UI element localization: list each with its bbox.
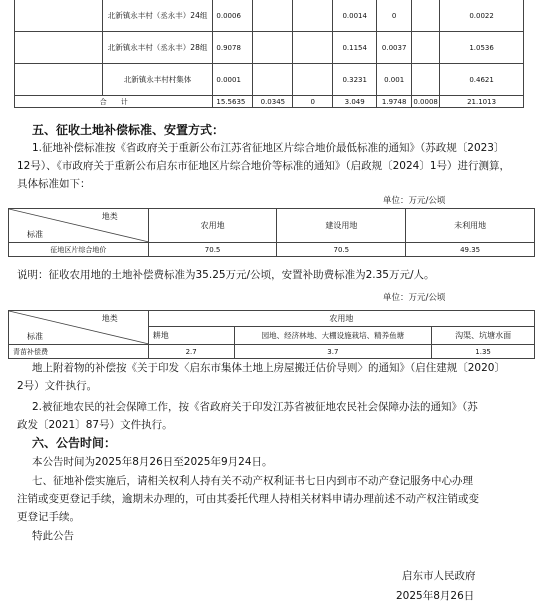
table-cell (293, 32, 333, 64)
table-cell: 0.0006 (213, 0, 253, 32)
table-cell (253, 32, 293, 64)
table-cell: 0.3231 (333, 64, 377, 96)
village-name-cell: 北新镇永丰村（丞永丰）24组 (102, 0, 213, 32)
village-name-cell: 北新镇永丰村村集体 (102, 64, 213, 96)
total-row (15, 96, 524, 108)
column-header: 农用地 (148, 209, 277, 243)
paragraph-line: 政发〔2021〕87号）文件执行。 (17, 419, 173, 431)
paragraph-line: 本公告时间为2025年8月26日至2025年9月24日。 (32, 456, 273, 468)
row-label: 青苗补偿费 (9, 345, 149, 359)
note-text: 说明：征收农用地的土地补偿费标准为35.25万元/公顷，安置补助费标准为2.35万元/人。 (17, 269, 435, 281)
table-row (15, 32, 524, 64)
table-header-row (9, 209, 535, 243)
table-cell (15, 64, 103, 96)
table-cell: 0.0001 (213, 64, 253, 96)
table-row (15, 0, 524, 32)
table-row (9, 345, 535, 359)
table-cell (15, 32, 103, 64)
issuing-authority: 启东市人民政府 (402, 570, 476, 582)
table-cell: 0.0022 (440, 0, 524, 32)
table-cell: 2.7 (148, 345, 234, 359)
table-cell (293, 0, 333, 32)
table-cell: 0.0014 (333, 0, 377, 32)
table-cell (293, 64, 333, 96)
table-cell (412, 32, 440, 64)
header-label: 标准 (27, 332, 43, 341)
paragraph-line: 具体标准如下： (17, 178, 91, 190)
table-cell: 70.5 (277, 243, 406, 257)
unit-label: 单位：万元/公顷 (383, 293, 446, 303)
table-cell (253, 64, 293, 96)
table-cell (412, 64, 440, 96)
crop-compensation-table (8, 310, 535, 359)
table-cell: 3.7 (234, 345, 432, 359)
village-name-cell: 北新镇永丰村（丞永丰）28组 (102, 32, 213, 64)
table-cell: 0.9078 (213, 32, 253, 64)
section7-line: 七、征地补偿实施后，请相关权利人持有关不动产权利证书七日内到市不动产登记服务中心办理 (32, 475, 473, 487)
land-area-table (14, 0, 524, 108)
table-cell: 3.049 (333, 96, 377, 108)
header-label: 标准 (27, 230, 43, 239)
paragraph-line: 2.被征地农民的社会保障工作，按《省政府关于印发江苏省被征地农民社会保障办法的通知》（苏 (32, 401, 478, 413)
column-header: 园地、经济林地、大棚设施栽培、精养鱼塘 (234, 327, 432, 345)
paragraph-line: 注销或变更登记手续，逾期未办理的，可由其委托代理人持相关材料申请办理前述不动产权注销或变 (17, 493, 479, 505)
issue-date: 2025年8月26日 (396, 590, 475, 602)
group-header: 农用地 (148, 311, 534, 327)
closing-text: 特此公告 (32, 530, 74, 542)
table-cell: 0.1154 (333, 32, 377, 64)
table-cell: 0.001 (377, 64, 412, 96)
table-cell: 1.0536 (440, 32, 524, 64)
table-cell: 0.0037 (377, 32, 412, 64)
header-label: 地类 (101, 314, 118, 323)
table-cell: 0.4621 (440, 64, 524, 96)
column-header: 未利用地 (406, 209, 535, 243)
paragraph-line: 更登记手续。 (17, 511, 80, 523)
table-cell: 1.9748 (377, 96, 412, 108)
table-cell: 1.35 (432, 345, 535, 359)
table-row (15, 64, 524, 96)
row-label: 征地区片综合地价 (9, 243, 149, 257)
paragraph-line: 1.征地补偿标准按《省政府关于重新公布江苏省征地区片综合地价最低标准的通知》（苏政规〔2023〕 (32, 142, 505, 154)
diagonal-header-cell (9, 209, 149, 243)
paragraph-line: 12号）、《市政府关于重新公布启东市征地区片综合地价等标准的通知》（启政规〔2024〕1号）进行测算， (17, 160, 511, 172)
table-cell: 49.35 (406, 243, 535, 257)
column-header: 建设用地 (277, 209, 406, 243)
header-label: 地类 (101, 212, 118, 221)
table-cell: 0 (293, 96, 333, 108)
column-header: 沟渠、坑塘水面 (432, 327, 535, 345)
table-cell: 0 (377, 0, 412, 32)
table-cell: 21.1013 (440, 96, 524, 108)
compensation-standard-table (8, 208, 535, 257)
table-row (9, 243, 535, 257)
unit-label: 单位：万元/公顷 (383, 196, 446, 206)
paragraph-line: 2号）文件执行。 (17, 380, 98, 392)
table-cell: 70.5 (148, 243, 277, 257)
table-cell: 15.5635 (213, 96, 253, 108)
column-header: 耕地 (148, 327, 234, 345)
section5-heading: 五、征收土地补偿标准、安置方式： (32, 123, 225, 137)
table-cell: 0.0008 (413, 97, 438, 106)
table-cell (253, 0, 293, 32)
diagonal-header-cell (9, 311, 149, 345)
table-cell (412, 0, 440, 32)
total-label: 合 计 (15, 96, 213, 108)
table-cell: 0.0345 (253, 96, 293, 108)
paragraph-line: 地上附着物的补偿按《关于印发〈启东市集体土地上房屋搬迁估价导则〉的通知》（启住建规〔2020〕 (32, 362, 505, 374)
table-header-row (9, 311, 535, 327)
table-cell (15, 0, 103, 32)
section6-heading: 六、公告时间： (32, 436, 117, 450)
